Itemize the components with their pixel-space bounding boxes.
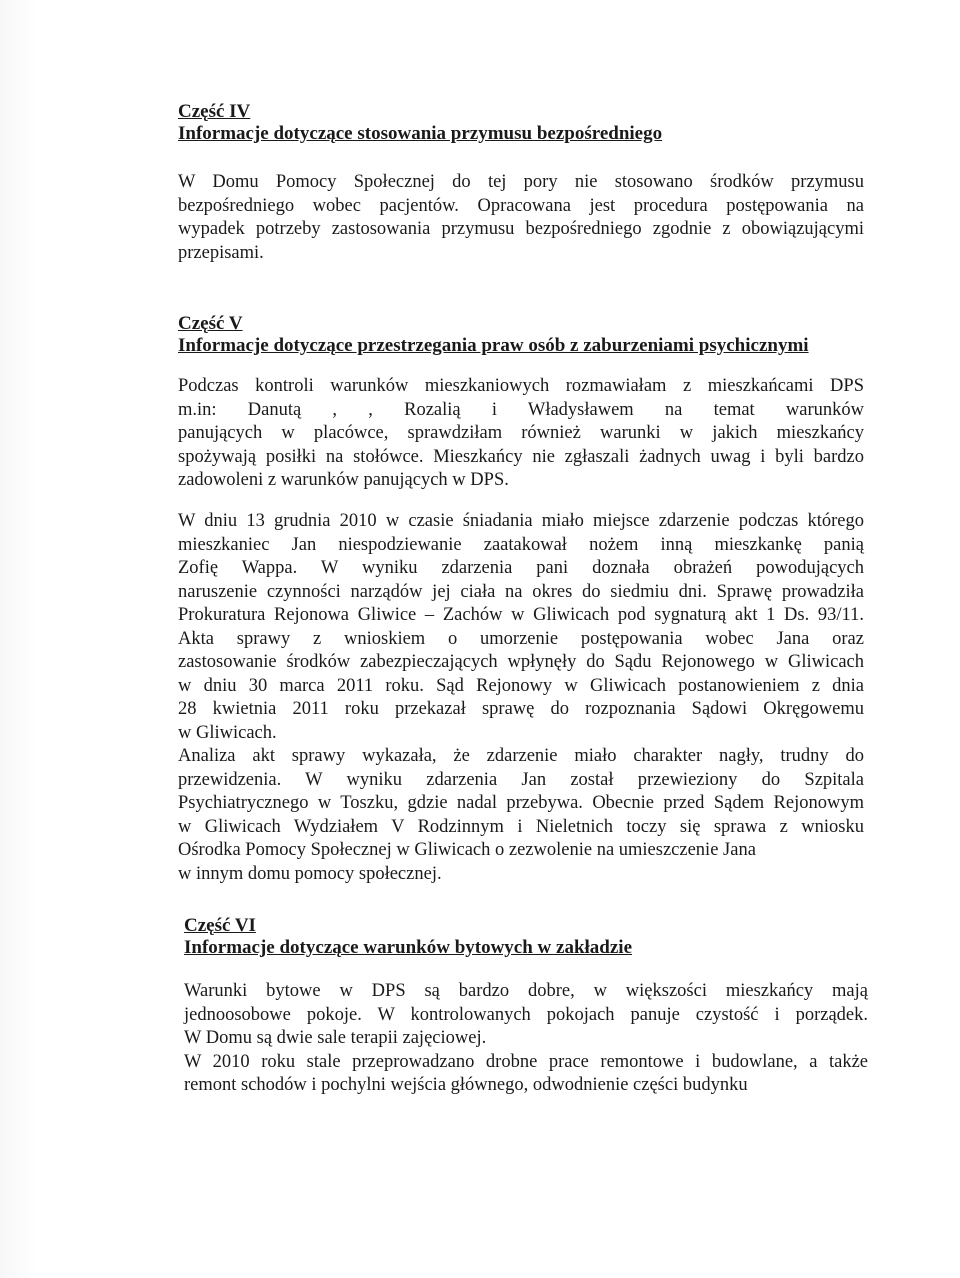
section-5-p2-line: naruszenie czynności narządów jej ciała na okres do siedmiu dni. Sprawę prowadziła <box>178 581 864 602</box>
section-5-p2-line: Prokuratura Rejonowa Gliwice – Zachów w Gliwicach pod sygnaturą akt 1 Ds. 93/11. <box>178 605 864 625</box>
section-4-heading: Część IV <box>178 101 251 122</box>
section-5-heading: Część V <box>178 313 243 334</box>
section-6 <box>184 915 868 959</box>
section-5-p1-line: Podczas kontroli warunków mieszkaniowych rozmawiałam z mieszkańcami DPS <box>178 376 864 396</box>
section-5-paragraph-1 <box>178 375 864 493</box>
section-5-p2-line: w Gliwicach. <box>178 722 277 743</box>
section-5-p2-line: w Gliwicach Wydziałem V Rodzinnym i Nieletnich toczy się sprawa z wniosku <box>178 816 864 837</box>
section-5-p2-line: mieszkaniec Jan niespodziewanie zaatakował nożem inną mieszkankę panią <box>178 534 864 555</box>
section-6-line: W Domu są dwie sale terapii zajęciowej. <box>184 1028 487 1048</box>
section-5-p2-line: Akta sprawy z wnioskiem o umorzenie postępowania wobec Jana oraz <box>178 628 864 649</box>
section-6-title: Informacje dotyczące warunków bytowych w zakładzie <box>184 937 633 958</box>
section-4-line: przepisami. <box>178 242 264 263</box>
section-6-body <box>184 980 868 1098</box>
section-5-p2-line: Ośrodka Pomocy Społecznej w Gliwicach o zezwolenie na umieszczenie Jana <box>178 840 756 860</box>
section-5-p1-line: panujących w placówce, sprawdziłam również warunki w jakich mieszkańcy <box>178 423 864 443</box>
scan-edge-shadow <box>0 0 36 1278</box>
section-5-title: Informacje dotyczące przestrzegania praw osób z zaburzeniami psychicznymi <box>178 335 809 356</box>
section-6-line: W 2010 roku stale przeprowadzano drobne prace remontowe i budowlane, a także <box>184 1051 868 1072</box>
section-5-p2-line: w dniu 30 marca 2011 roku. Sąd Rejonowy w Gliwicach postanowieniem z dnia <box>178 675 864 696</box>
section-5-p1-line: m.in: Danutą , , Rozalią i Władysławem na temat warunków <box>178 399 864 420</box>
section-6-line: jednoosobowe pokoje. W kontrolowanych pokojach panuje czystość i porządek. <box>184 1004 868 1025</box>
section-5 <box>178 313 864 357</box>
section-4-line: wypadek potrzeby zastosowania przymusu bezpośredniego zgodnie z obowiązującymi <box>178 219 864 239</box>
section-5-paragraph-2 <box>178 510 864 886</box>
section-4-line: bezpośredniego wobec pacjentów. Opracowana jest procedura postępowania na <box>178 195 864 216</box>
section-6-line: remont schodów i pochylni wejścia głównego, odwodnienie części budynku <box>184 1075 748 1095</box>
section-4-line: W Domu Pomocy Społecznej do tej pory nie stosowano środków przymusu <box>178 172 864 192</box>
section-5-p2-line: Analiza akt sprawy wykazała, że zdarzenie miało charakter nagły, trudny do <box>178 746 864 766</box>
section-5-p2-line: Zofię Wappa. W wyniku zdarzenia pani doznała obrażeń powodujących <box>178 558 864 578</box>
section-5-p2-line: zastosowanie środków zabezpieczających wpłynęły do Sądu Rejonowego w Gliwicach <box>178 652 864 672</box>
section-4-title: Informacje dotyczące stosowania przymusu bezpośredniego <box>178 123 663 144</box>
section-5-p2-line: 28 kwietnia 2011 roku przekazał sprawę do rozpoznania Sądowi Okręgowemu <box>178 699 864 719</box>
section-4 <box>178 101 864 145</box>
section-6-heading: Część VI <box>184 915 256 936</box>
section-5-p2-line: W dniu 13 grudnia 2010 w czasie śniadania miało miejsce zdarzenie podczas którego <box>178 511 864 531</box>
section-6-line: Warunki bytowe w DPS są bardzo dobre, w większości mieszkańcy mają <box>184 981 868 1001</box>
section-5-p1-line: zadowoleni z warunków panujących w DPS. <box>178 470 509 490</box>
section-5-p1-line: spożywają posiłki na stołówce. Mieszkańcy nie zgłaszali żadnych uwag i byli bardzo <box>178 446 864 467</box>
section-4-body <box>178 171 864 265</box>
section-5-p2-line: w innym domu pomocy społecznej. <box>178 863 442 884</box>
section-5-p2-line: przewidzenia. W wyniku zdarzenia Jan został przewieziony do Szpitala <box>178 769 864 790</box>
section-5-p2-line: Psychiatrycznego w Toszku, gdzie nadal przebywa. Obecnie przed Sądem Rejonowym <box>178 793 864 813</box>
